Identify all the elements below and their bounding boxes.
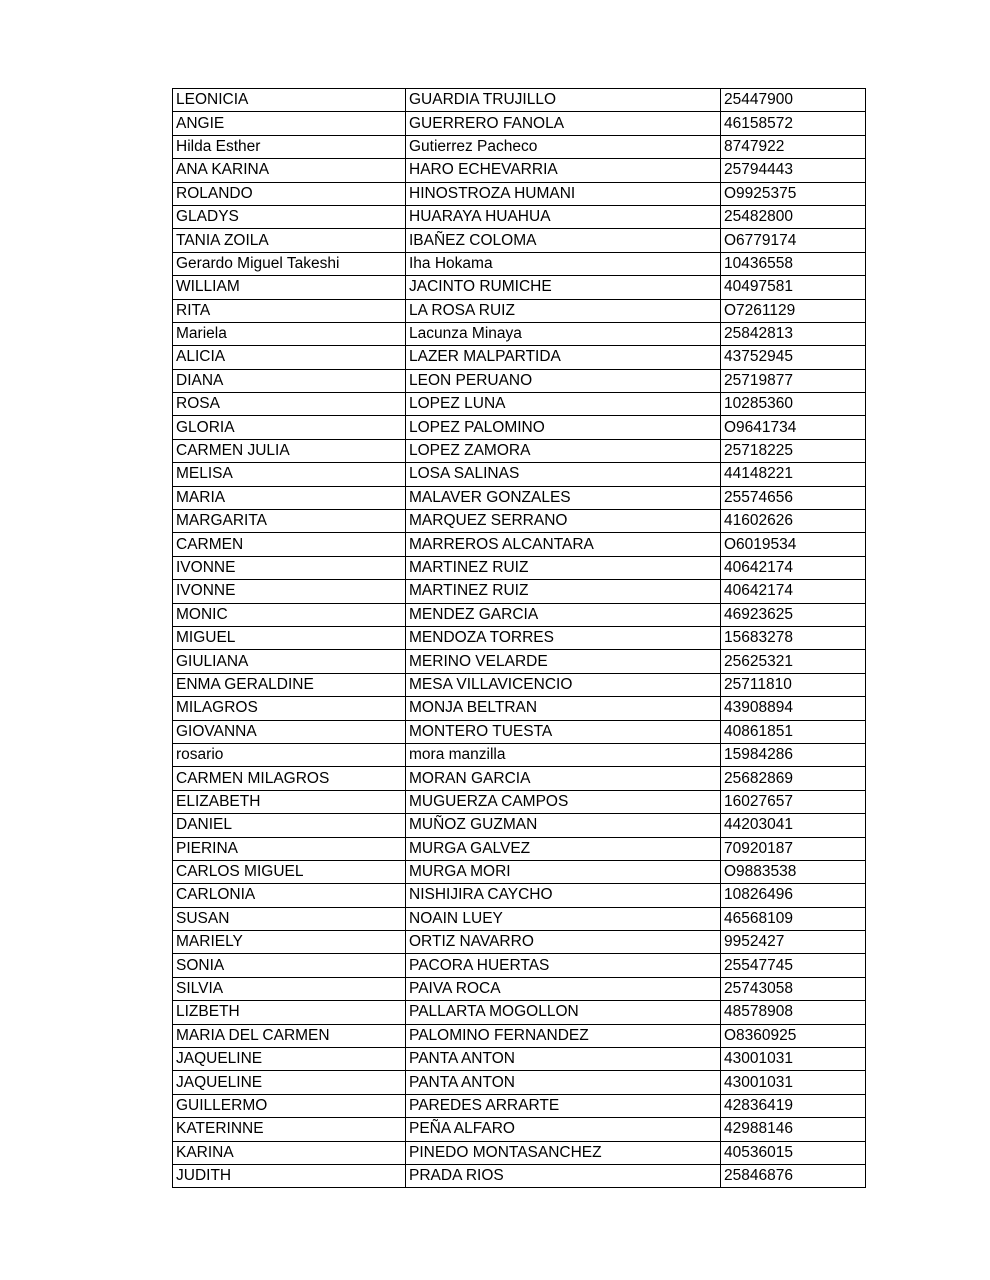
table-row: [173, 182, 866, 205]
id-number-cell: 25574656: [721, 486, 866, 509]
first-name-cell: MARIA: [173, 486, 406, 509]
last-name-cell: PEÑA ALFARO: [406, 1118, 721, 1141]
id-number-cell: 40642174: [721, 580, 866, 603]
last-name-cell: PACORA HUERTAS: [406, 954, 721, 977]
first-name-cell: Mariela: [173, 322, 406, 345]
first-name-cell: RITA: [173, 299, 406, 322]
id-number-cell: 25625321: [721, 650, 866, 673]
id-number-cell: 43908894: [721, 697, 866, 720]
last-name-cell: Gutierrez Pacheco: [406, 135, 721, 158]
table-row: [173, 252, 866, 275]
table-row: [173, 931, 866, 954]
table-row: [173, 697, 866, 720]
last-name-cell: HINOSTROZA HUMANI: [406, 182, 721, 205]
first-name-cell: ENMA GERALDINE: [173, 673, 406, 696]
table-row: [173, 299, 866, 322]
table-row: [173, 1071, 866, 1094]
last-name-cell: GUARDIA TRUJILLO: [406, 89, 721, 112]
first-name-cell: rosario: [173, 743, 406, 766]
id-number-cell: O7261129: [721, 299, 866, 322]
last-name-cell: MORAN GARCIA: [406, 767, 721, 790]
last-name-cell: MUÑOZ GUZMAN: [406, 814, 721, 837]
table-row: [173, 837, 866, 860]
first-name-cell: PIERINA: [173, 837, 406, 860]
id-number-cell: 44148221: [721, 463, 866, 486]
last-name-cell: MENDEZ GARCIA: [406, 603, 721, 626]
last-name-cell: LOSA SALINAS: [406, 463, 721, 486]
table-row: [173, 1118, 866, 1141]
id-number-cell: 40497581: [721, 276, 866, 299]
table-row: [173, 463, 866, 486]
last-name-cell: Iha Hokama: [406, 252, 721, 275]
first-name-cell: JAQUELINE: [173, 1071, 406, 1094]
last-name-cell: MARQUEZ SERRANO: [406, 510, 721, 533]
last-name-cell: HARO ECHEVARRIA: [406, 159, 721, 182]
table-row: [173, 1164, 866, 1187]
id-number-cell: 25682869: [721, 767, 866, 790]
table-row: [173, 1094, 866, 1117]
last-name-cell: LOPEZ PALOMINO: [406, 416, 721, 439]
first-name-cell: KATERINNE: [173, 1118, 406, 1141]
last-name-cell: PANTA ANTON: [406, 1048, 721, 1071]
id-number-cell: 10826496: [721, 884, 866, 907]
id-number-cell: 41602626: [721, 510, 866, 533]
id-number-cell: 16027657: [721, 790, 866, 813]
last-name-cell: MESA VILLAVICENCIO: [406, 673, 721, 696]
id-number-cell: 46923625: [721, 603, 866, 626]
id-number-cell: 46568109: [721, 907, 866, 930]
last-name-cell: MONTERO TUESTA: [406, 720, 721, 743]
id-number-cell: 46158572: [721, 112, 866, 135]
last-name-cell: MALAVER GONZALES: [406, 486, 721, 509]
id-number-cell: 8747922: [721, 135, 866, 158]
last-name-cell: ORTIZ NAVARRO: [406, 931, 721, 954]
last-name-cell: MARREROS ALCANTARA: [406, 533, 721, 556]
first-name-cell: CARMEN MILAGROS: [173, 767, 406, 790]
table-row: [173, 276, 866, 299]
table-row: [173, 439, 866, 462]
table-row: [173, 650, 866, 673]
first-name-cell: Hilda Esther: [173, 135, 406, 158]
id-number-cell: 25482800: [721, 205, 866, 228]
last-name-cell: GUERRERO FANOLA: [406, 112, 721, 135]
last-name-cell: MERINO VELARDE: [406, 650, 721, 673]
table-row: [173, 135, 866, 158]
id-number-cell: 42836419: [721, 1094, 866, 1117]
first-name-cell: LEONICIA: [173, 89, 406, 112]
last-name-cell: PALLARTA MOGOLLON: [406, 1001, 721, 1024]
last-name-cell: MUGUERZA CAMPOS: [406, 790, 721, 813]
id-number-cell: 40861851: [721, 720, 866, 743]
last-name-cell: PINEDO MONTASANCHEZ: [406, 1141, 721, 1164]
id-number-cell: 25846876: [721, 1164, 866, 1187]
table-row: [173, 860, 866, 883]
last-name-cell: IBAÑEZ COLOMA: [406, 229, 721, 252]
first-name-cell: MONIC: [173, 603, 406, 626]
id-number-cell: 25794443: [721, 159, 866, 182]
id-number-cell: 15683278: [721, 626, 866, 649]
first-name-cell: DANIEL: [173, 814, 406, 837]
table-row: [173, 416, 866, 439]
first-name-cell: GLORIA: [173, 416, 406, 439]
table-row: [173, 907, 866, 930]
table-row: [173, 814, 866, 837]
first-name-cell: JAQUELINE: [173, 1048, 406, 1071]
id-number-cell: O6779174: [721, 229, 866, 252]
last-name-cell: LOPEZ ZAMORA: [406, 439, 721, 462]
last-name-cell: MARTINEZ RUIZ: [406, 580, 721, 603]
id-number-cell: 10436558: [721, 252, 866, 275]
id-number-cell: 40536015: [721, 1141, 866, 1164]
id-number-cell: 25547745: [721, 954, 866, 977]
first-name-cell: MELISA: [173, 463, 406, 486]
table-row: [173, 720, 866, 743]
last-name-cell: LEON PERUANO: [406, 369, 721, 392]
first-name-cell: MIGUEL: [173, 626, 406, 649]
last-name-cell: LOPEZ LUNA: [406, 393, 721, 416]
last-name-cell: JACINTO RUMICHE: [406, 276, 721, 299]
table-row: [173, 89, 866, 112]
first-name-cell: MILAGROS: [173, 697, 406, 720]
id-number-cell: 48578908: [721, 1001, 866, 1024]
first-name-cell: GIOVANNA: [173, 720, 406, 743]
table-row: [173, 322, 866, 345]
first-name-cell: CARMEN: [173, 533, 406, 556]
first-name-cell: DIANA: [173, 369, 406, 392]
id-number-cell: 43001031: [721, 1048, 866, 1071]
first-name-cell: ANGIE: [173, 112, 406, 135]
id-number-cell: 44203041: [721, 814, 866, 837]
first-name-cell: IVONNE: [173, 580, 406, 603]
last-name-cell: PAIVA ROCA: [406, 977, 721, 1000]
first-name-cell: ROSA: [173, 393, 406, 416]
id-number-cell: O9883538: [721, 860, 866, 883]
first-name-cell: GUILLERMO: [173, 1094, 406, 1117]
last-name-cell: MONJA BELTRAN: [406, 697, 721, 720]
table-row: [173, 229, 866, 252]
last-name-cell: MENDOZA TORRES: [406, 626, 721, 649]
first-name-cell: IVONNE: [173, 556, 406, 579]
id-number-cell: 10285360: [721, 393, 866, 416]
table-row: [173, 1001, 866, 1024]
first-name-cell: MARIELY: [173, 931, 406, 954]
last-name-cell: PANTA ANTON: [406, 1071, 721, 1094]
first-name-cell: GLADYS: [173, 205, 406, 228]
table-row: [173, 1024, 866, 1047]
first-name-cell: LIZBETH: [173, 1001, 406, 1024]
id-number-cell: O9641734: [721, 416, 866, 439]
first-name-cell: ELIZABETH: [173, 790, 406, 813]
first-name-cell: CARLONIA: [173, 884, 406, 907]
last-name-cell: PAREDES ARRARTE: [406, 1094, 721, 1117]
id-number-cell: 25711810: [721, 673, 866, 696]
id-number-cell: 40642174: [721, 556, 866, 579]
last-name-cell: LAZER MALPARTIDA: [406, 346, 721, 369]
table-body: [173, 89, 866, 1188]
id-number-cell: 25447900: [721, 89, 866, 112]
last-name-cell: HUARAYA HUAHUA: [406, 205, 721, 228]
table-row: [173, 673, 866, 696]
last-name-cell: Lacunza Minaya: [406, 322, 721, 345]
last-name-cell: MARTINEZ RUIZ: [406, 556, 721, 579]
table-row: [173, 393, 866, 416]
first-name-cell: ROLANDO: [173, 182, 406, 205]
document-page: [172, 88, 865, 1188]
table-row: [173, 486, 866, 509]
table-row: [173, 626, 866, 649]
first-name-cell: Gerardo Miguel Takeshi: [173, 252, 406, 275]
table-row: [173, 790, 866, 813]
id-number-cell: 15984286: [721, 743, 866, 766]
first-name-cell: WILLIAM: [173, 276, 406, 299]
id-number-cell: 42988146: [721, 1118, 866, 1141]
last-name-cell: LA ROSA RUIZ: [406, 299, 721, 322]
id-number-cell: O8360925: [721, 1024, 866, 1047]
table-row: [173, 205, 866, 228]
last-name-cell: mora manzilla: [406, 743, 721, 766]
last-name-cell: NOAIN LUEY: [406, 907, 721, 930]
id-number-cell: 25718225: [721, 439, 866, 462]
id-number-cell: 25842813: [721, 322, 866, 345]
table-row: [173, 556, 866, 579]
id-number-cell: 70920187: [721, 837, 866, 860]
table-row: [173, 369, 866, 392]
first-name-cell: SUSAN: [173, 907, 406, 930]
table-row: [173, 580, 866, 603]
last-name-cell: NISHIJIRA CAYCHO: [406, 884, 721, 907]
table-row: [173, 533, 866, 556]
first-name-cell: SONIA: [173, 954, 406, 977]
first-name-cell: ALICIA: [173, 346, 406, 369]
first-name-cell: GIULIANA: [173, 650, 406, 673]
id-number-cell: O9925375: [721, 182, 866, 205]
first-name-cell: MARGARITA: [173, 510, 406, 533]
first-name-cell: MARIA DEL CARMEN: [173, 1024, 406, 1047]
table-row: [173, 346, 866, 369]
table-row: [173, 112, 866, 135]
table-row: [173, 1048, 866, 1071]
names-table: [172, 88, 866, 1188]
table-row: [173, 767, 866, 790]
id-number-cell: 43752945: [721, 346, 866, 369]
first-name-cell: SILVIA: [173, 977, 406, 1000]
table-row: [173, 743, 866, 766]
id-number-cell: 9952427: [721, 931, 866, 954]
id-number-cell: 43001031: [721, 1071, 866, 1094]
table-row: [173, 510, 866, 533]
table-row: [173, 1141, 866, 1164]
table-row: [173, 159, 866, 182]
table-row: [173, 977, 866, 1000]
first-name-cell: CARMEN JULIA: [173, 439, 406, 462]
last-name-cell: PALOMINO FERNANDEZ: [406, 1024, 721, 1047]
last-name-cell: PRADA RIOS: [406, 1164, 721, 1187]
table-row: [173, 884, 866, 907]
last-name-cell: MURGA GALVEZ: [406, 837, 721, 860]
first-name-cell: CARLOS MIGUEL: [173, 860, 406, 883]
table-row: [173, 603, 866, 626]
first-name-cell: ANA KARINA: [173, 159, 406, 182]
id-number-cell: O6019534: [721, 533, 866, 556]
first-name-cell: KARINA: [173, 1141, 406, 1164]
first-name-cell: TANIA ZOILA: [173, 229, 406, 252]
last-name-cell: MURGA MORI: [406, 860, 721, 883]
id-number-cell: 25719877: [721, 369, 866, 392]
first-name-cell: JUDITH: [173, 1164, 406, 1187]
table-row: [173, 954, 866, 977]
id-number-cell: 25743058: [721, 977, 866, 1000]
